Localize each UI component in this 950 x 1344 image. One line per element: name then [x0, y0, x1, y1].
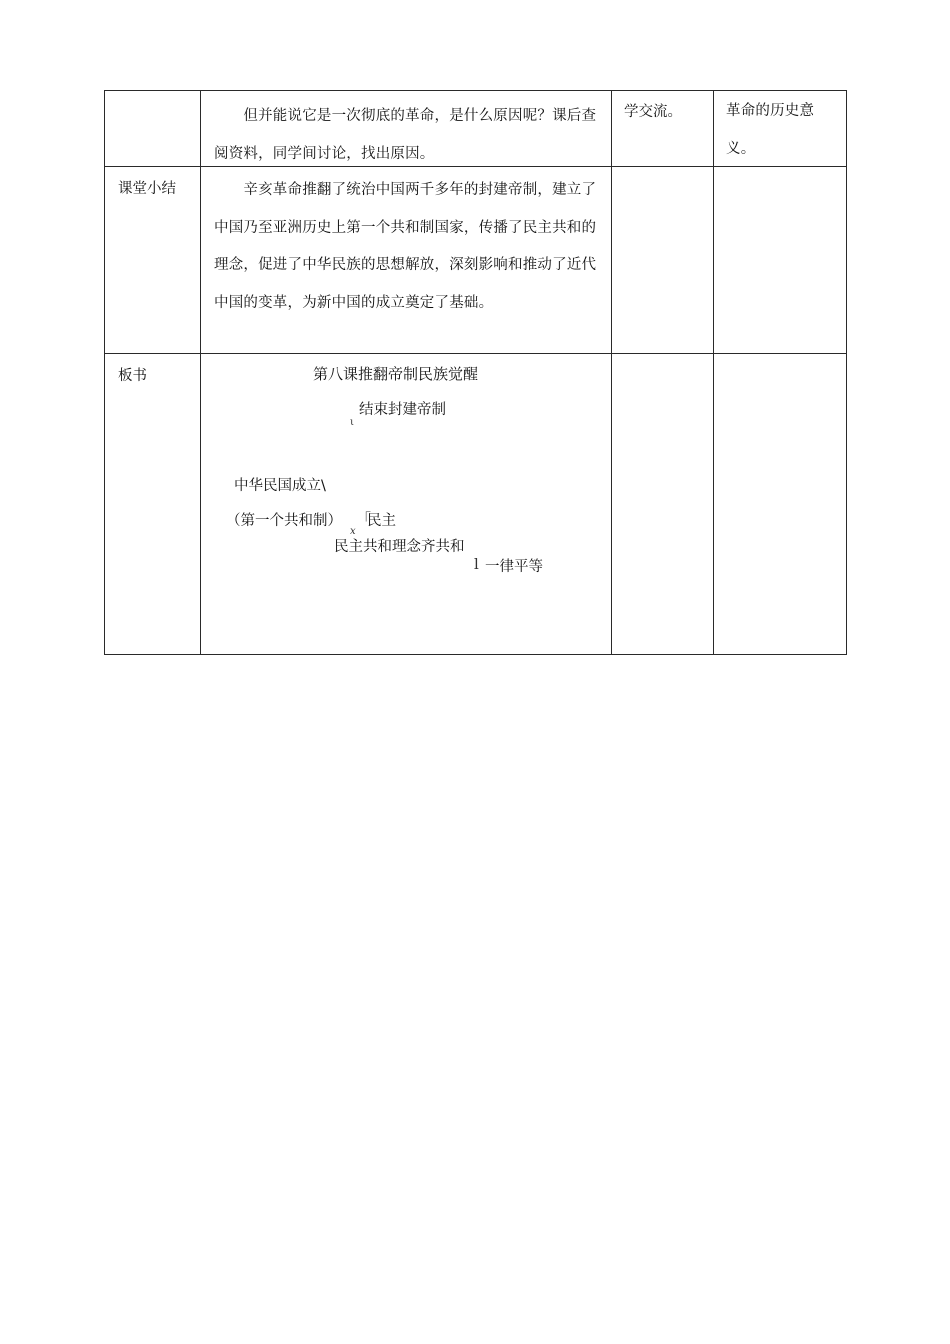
table-border-left — [104, 90, 105, 655]
column-divider — [611, 90, 612, 655]
board-equality: 一律平等 — [485, 559, 543, 575]
lesson-plan-table — [104, 90, 847, 655]
board-title: 第八课推翻帝制民族觉醒 — [313, 365, 479, 383]
board-republic: 中华民国成立\ — [234, 478, 326, 494]
table-border-top — [104, 90, 847, 91]
board-bracket: 「 — [356, 510, 372, 528]
board-brace-mark: ι — [350, 417, 354, 428]
board-brace-mark: l — [474, 555, 479, 573]
row2-content: 辛亥革命推翻了统治中国两千多年的封建帝制，建立了中国乃至亚洲历史上第一个共和制国家，传播了民主共和的理念，促进了中华民族的思想解放，深刻影响和推动了近代中国的变革，为新中国的成立奠定了基础。 — [214, 182, 597, 311]
row3-label: 板书 — [118, 368, 147, 384]
board-idea: 民主共和理念齐共和 — [334, 539, 465, 555]
board-first-republic: （第一个共和制） — [226, 513, 342, 529]
table-border-right — [846, 90, 847, 655]
row1-content: 但并能说它是一次彻底的革命，是什么原因呢？课后查阅资料，同学间讨论，找出原因。 — [214, 108, 597, 162]
row2-label: 课堂小结 — [118, 181, 176, 197]
board-brace-mark: x — [350, 526, 356, 537]
column-divider — [200, 90, 201, 655]
column-divider — [713, 90, 714, 655]
row-divider — [104, 353, 847, 354]
table-border-bottom — [104, 654, 847, 655]
board-minzhu: 民主 — [367, 513, 396, 529]
row1-design-purpose: 革命的历史意义。 — [726, 103, 815, 157]
row1-student-activity: 学交流。 — [624, 104, 682, 120]
board-end-monarchy: 结束封建帝制 — [359, 402, 446, 418]
